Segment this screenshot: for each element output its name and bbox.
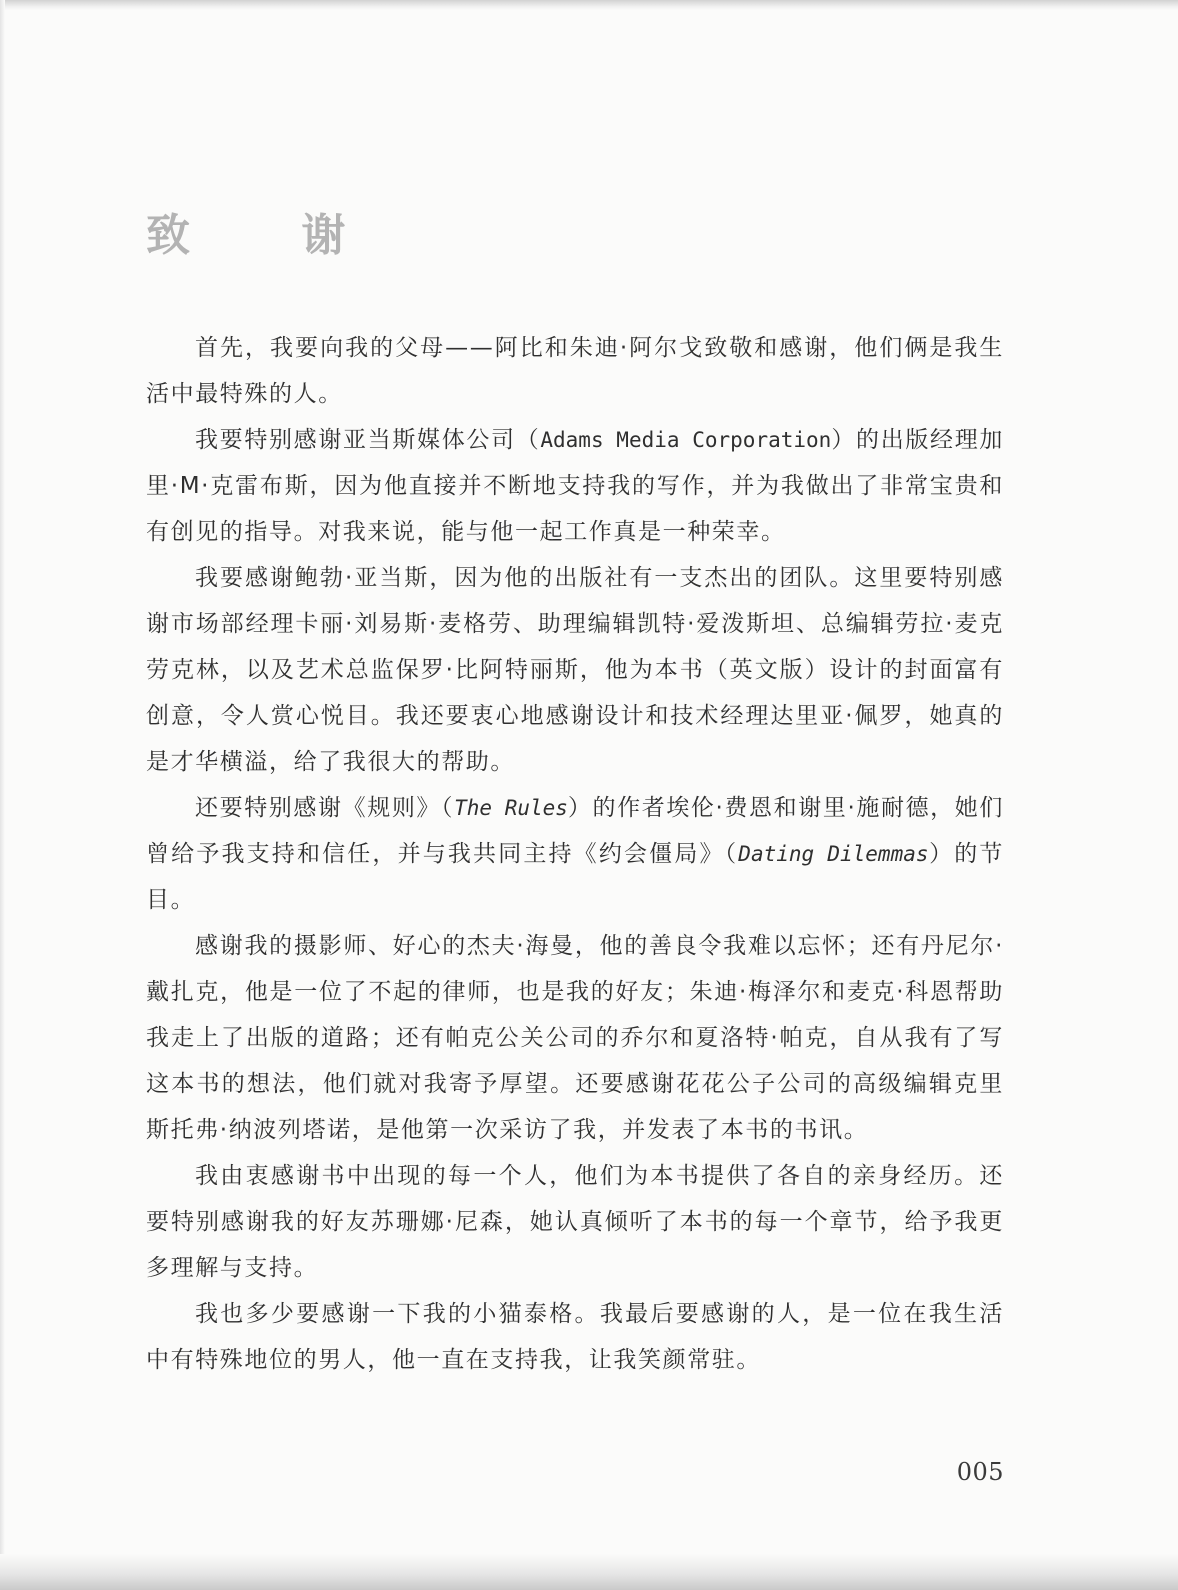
english-term: Adams Media Corporation [540,428,832,452]
paragraph-p1 [146,325,1004,417]
paragraph-text: 我也多少要感谢一下我的小猫泰格。我最后要感谢的人，是一位在我生活中有特殊地位的男人，他一直在支持我，让我笑颜常驻。 [146,1301,1004,1373]
paragraph-text: 我要感谢鲍勃·亚当斯，因为他的出版社有一支杰出的团队。这里要特别感谢市场部经理卡丽·刘易斯·麦格劳、助理编辑凯特·爱泼斯坦、总编辑劳拉·麦克劳克林，以及艺术总监保罗·比阿特丽斯，他为本书（英文版）设计的封面富有创意，令人赏心悦目。我还要衷心地感谢设计和技术经理达里亚·佩罗，她真的是才华横溢，给了我很大的帮助。 [146,565,1004,775]
paragraph-p5 [146,923,1004,1153]
paragraph-text: 我要特别感谢亚当斯媒体公司（ [195,427,541,453]
paragraph-p6 [146,1153,1004,1291]
paragraph-p4 [146,785,1004,923]
acknowledgements-body [146,325,1004,1383]
scan-top-edge [0,0,1178,10]
paragraph-p3 [146,555,1004,785]
english-title: The Rules [454,796,568,820]
paragraph-text: ）的节目。 [146,841,1004,913]
paragraph-text: 还要特别感谢《规则》（ [195,795,455,821]
paragraph-text: ）的作者埃伦·费恩和谢里·施耐德，她们曾给予我支持和信任，并与我共同主持《约会僵局》（ [146,795,1004,867]
paragraph-p7 [146,1291,1004,1383]
scan-left-edge [0,0,5,1590]
paragraph-text: 首先，我要向我的父母——阿比和朱迪·阿尔戈致敬和感谢，他们俩是我生活中最特殊的人。 [146,335,1004,407]
page-title: 致 谢 [146,210,394,261]
page-number: 005 [956,1458,1004,1486]
english-title: Dating Dilemmas [738,842,929,866]
paragraph-text: 感谢我的摄影师、好心的杰夫·海曼，他的善良令我难以忘怀；还有丹尼尔·戴扎克，他是一位了不起的律师，也是我的好友；朱迪·梅泽尔和麦克·科恩帮助我走上了出版的道路；还有帕克公关公司的乔尔和夏洛特·帕克，自从我有了写这本书的想法，他们就对我寄予厚望。还要感谢花花公子公司的高级编辑克里斯托弗·纳波列塔诺，是他第一次采访了我，并发表了本书的书讯。 [146,933,1004,1143]
paragraph-p2 [146,417,1004,555]
scan-bottom-edge [0,1554,1178,1590]
paragraph-text: 我由衷感谢书中出现的每一个人，他们为本书提供了各自的亲身经历。还要特别感谢我的好友苏珊娜·尼森，她认真倾听了本书的每一个章节，给予我更多理解与支持。 [146,1163,1004,1281]
paragraph-text: ）的出版经理加里·M·克雷布斯，因为他直接并不断地支持我的写作，并为我做出了非常宝贵和有创见的指导。对我来说，能与他一起工作真是一种荣幸。 [146,427,1004,545]
